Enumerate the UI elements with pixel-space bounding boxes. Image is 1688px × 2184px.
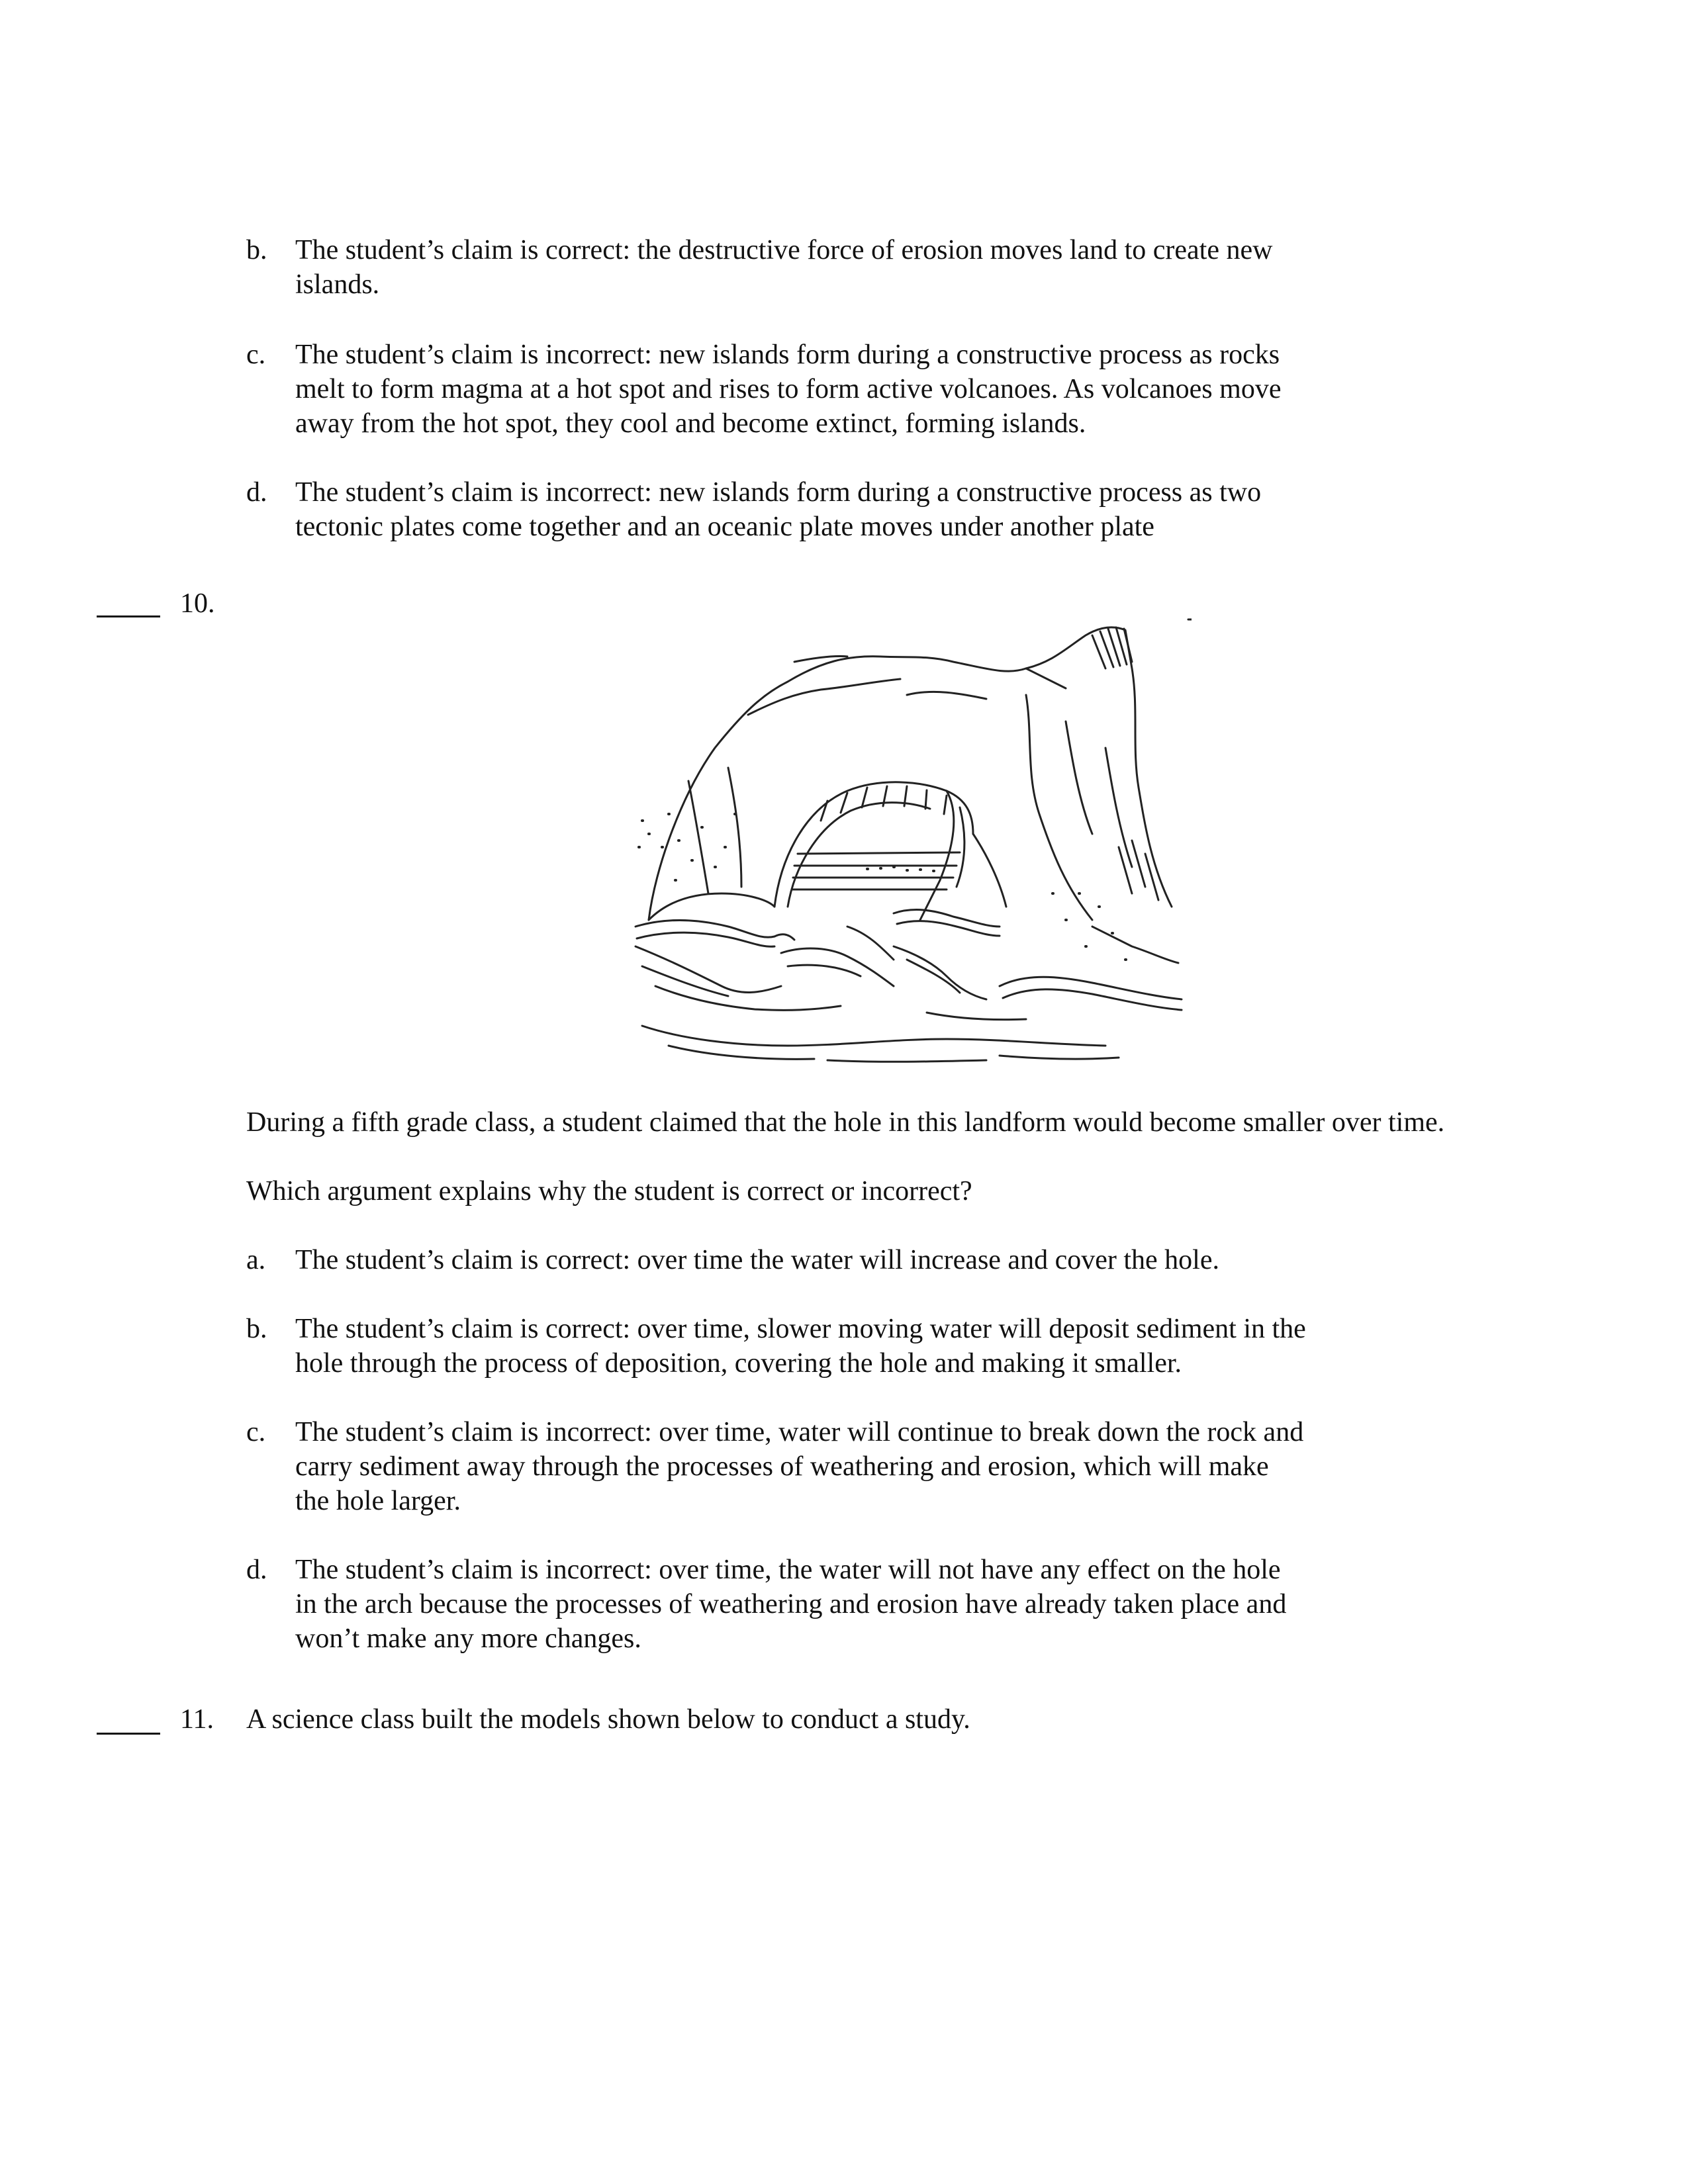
option-text-line: the hole larger.	[295, 1486, 461, 1516]
option-letter: b.	[246, 1314, 267, 1344]
option-text-line: The student’s claim is incorrect: over time, the water will not have any effect on the hole	[295, 1555, 1281, 1585]
q10-number: 10.	[180, 588, 215, 619]
option-text-line: carry sediment away through the processes of weathering and erosion, which will make	[295, 1451, 1269, 1482]
option-text-line: The student’s claim is correct: over time, slower moving water will deposit sediment in the	[295, 1314, 1306, 1344]
option-letter: d.	[246, 1555, 267, 1585]
option-letter: c.	[246, 340, 266, 370]
option-letter: b.	[246, 235, 267, 265]
q11-number: 11.	[180, 1704, 214, 1735]
option-text-line: The student’s claim is incorrect: new islands form during a constructive process as two	[295, 477, 1262, 508]
option-text-line: won’t make any more changes.	[295, 1623, 641, 1654]
q11-stem: A science class built the models shown below to conduct a study.	[246, 1704, 970, 1735]
q10-prompt: Which argument explains why the student is correct or incorrect?	[246, 1176, 972, 1206]
option-letter: c.	[246, 1417, 266, 1447]
option-letter: a.	[246, 1245, 266, 1275]
q10-stem: During a fifth grade class, a student claimed that the hole in this landform would become smaller over time.	[246, 1107, 1445, 1138]
q11-answer-blank[interactable]	[97, 1733, 160, 1735]
sea-arch-illustration	[629, 615, 1192, 1079]
option-text-line: melt to form magma at a hot spot and rises to form active volcanoes. As volcanoes move	[295, 374, 1282, 404]
option-letter: d.	[246, 477, 267, 508]
option-text-line: The student’s claim is correct: the destructive force of erosion moves land to create new	[295, 235, 1273, 265]
option-text-line: The student’s claim is incorrect: over time, water will continue to break down the rock and	[295, 1417, 1304, 1447]
option-text-line: The student’s claim is incorrect: new islands form during a constructive process as rocks	[295, 340, 1280, 370]
option-text-line: The student’s claim is correct: over time the water will increase and cover the hole.	[295, 1245, 1219, 1275]
option-text-line: hole through the process of deposition, covering the hole and making it smaller.	[295, 1348, 1182, 1379]
option-text-line: tectonic plates come together and an oceanic plate moves under another plate	[295, 512, 1154, 542]
q10-answer-blank[interactable]	[97, 615, 160, 617]
option-text-line: away from the hot spot, they cool and become extinct, forming islands.	[295, 408, 1086, 439]
option-text-line: islands.	[295, 269, 380, 300]
option-text-line: in the arch because the processes of weathering and erosion have already taken place and	[295, 1589, 1287, 1619]
